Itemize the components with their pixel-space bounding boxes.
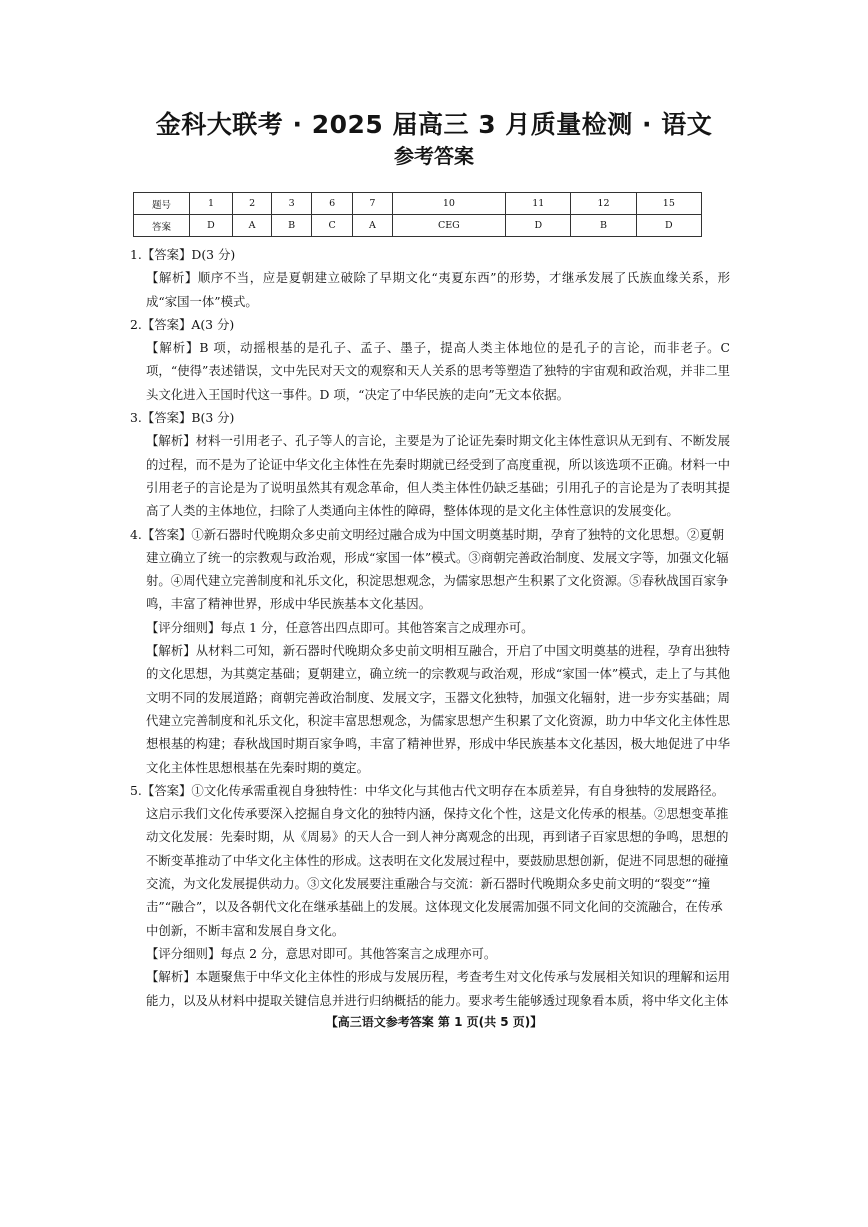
question-1-answer: 1.【答案】D(3 分) (130, 247, 236, 262)
question-2-analysis: 【解析】B 项，动摇根基的是孔子、孟子、墨子，提高人类主体地位的是孔子的言论，而非老子。C 项，“使得”表述错误，文中先民对天文的观察和天人关系的思考等塑造了独特的宇宙观和政治观，并非二里头文化进入王国时代这一事件。D 项，“决定了中华民族的走向”无文本依据。 (146, 340, 730, 402)
answer-cell: A (232, 215, 271, 237)
question-number-cell: 1 (190, 193, 233, 215)
question-number-cell: 6 (312, 193, 353, 215)
question-4-answer: 4.【答案】①新石器时代晚期众多史前文明经过融合成为中国文明奠基时期，孕育了独特的文化思想。②夏朝建立确立了统一的宗教观与政治观，形成“家国一体”模式。③商朝完善政治制度、发展文字等，加强文化辐射。④周代建立完善制度和礼乐文化，积淀思想观念，为儒家思想产生积累了文化资源。⑤春秋战国百家争鸣，丰富了精神世界，形成中华民族基本文化基因。 (130, 526, 729, 612)
answer-table-answer-row (134, 215, 702, 237)
answer-table (133, 192, 702, 237)
page-title: 金科大联考 · 2025 届高三 3 月质量检测 · 语文 (155, 110, 713, 139)
answer-cell: B (272, 215, 312, 237)
answer-cell: A (353, 215, 392, 237)
question-4-scoring: 【评分细则】每点 1 分，任意答出四点即可。其他答案言之成理亦可。 (146, 619, 534, 635)
question-number-cell: 15 (636, 193, 701, 215)
question-number-cell: 7 (353, 193, 392, 215)
question-2-answer: 2.【答案】A(3 分) (130, 316, 235, 332)
page-subtitle: 参考答案 (394, 144, 474, 168)
question-5-answer: 5.【答案】①文化传承需重视自身独特性：中华文化与其他古代文明存在本质差异，有自身独特的发展路径。这启示我们文化传承要深入挖掘自身文化的独特内涵，保持文化个性，这是文化传承的根基。②思想变革推动文化发展：先秦时期，从《周易》的天人合一到人神分离观念的出现，再到诸子百家思想的争鸣，思想的不断变革推动了中华文化主体性的形成。这表明在文化发展过程中，要鼓励思想创新，促进不同思想的碰撞交流，为文化发展提供动力。③文化发展要注重融合与交流：新石器时代晚期众多史前文明的“裂变”“撞击”“融合”，以及各朝代文化在继承基础上的发展。这体现文化发展需加强不同文化间的交流融合，在传承中创新，不断丰富和发展自身文化。 (130, 782, 729, 938)
question-1-analysis: 【解析】顺序不当，应是夏朝建立破除了早期文化“夷夏东西”的形势，才继承发展了氏族血缘关系，形成“家国一体”模式。 (146, 270, 730, 309)
question-number-cell: 2 (232, 193, 271, 215)
question-number-cell: 10 (392, 193, 506, 215)
answer-cell: D (506, 215, 571, 237)
answer-cell: D (190, 215, 233, 237)
page-footer: 【高三语文参考答案 第 1 页(共 5 页)】 (325, 1015, 543, 1029)
question-number-cell: 12 (571, 193, 636, 215)
question-3-analysis: 【解析】材料一引用老子、孔子等人的言论，主要是为了论证先秦时期文化主体性意识从无到有、不断发展的过程，而不是为了论证中华文化主体性在先秦时期就已经受到了高度重视，所以该选项不正确。材料一中引用老子的言论是为了说明虽然其有观念革命，但人类主体性仍缺乏基础；引用孔子的言论是为了表明其提高了人类的主体地位，扫除了人类通向主体性的障碍，整体体现的是文化主体性意识的发展变化。 (146, 433, 730, 519)
question-5-scoring: 【评分细则】每点 2 分，意思对即可。其他答案言之成理亦可。 (146, 945, 497, 961)
question-number-cell: 3 (272, 193, 312, 215)
question-5-analysis: 【解析】本题聚焦于中华文化主体性的形成与发展历程，考查考生对文化传承与发展相关知识的理解和运用能力，以及从材料中提取关键信息并进行归纳概括的能力。要求考生能够透过现象看本质，将中华文化主体 (146, 969, 730, 1008)
row-label-number: 题号 (134, 193, 190, 215)
answer-cell: B (571, 215, 636, 237)
row-label-answer: 答案 (134, 215, 190, 237)
answer-explanations (130, 243, 730, 1012)
question-4-analysis: 【解析】从材料二可知，新石器时代晚期众多史前文明相互融合，开启了中国文明奠基的进程，孕育出独特的文化思想，为其奠定基础；夏朝建立，确立统一的宗教观与政治观，形成“家国一体”模式，走上了与其他文明不同的发展道路；商朝完善政治制度、发展文字，玉器文化独特，加强文化辐射，进一步夯实基础；周代建立完善制度和礼乐文化，积淀丰富思想观念，为儒家思想产生积累了文化资源，助力中华文化主体性思想根基的构建；春秋战国时期百家争鸣，丰富了精神世界，形成中华民族基本文化基因，极大地促进了中华文化主体性思想根基在先秦时期的奠定。 (146, 643, 730, 775)
question-3-answer: 3.【答案】B(3 分) (130, 410, 235, 426)
answer-cell: D (636, 215, 701, 237)
answer-cell: CEG (392, 215, 506, 237)
question-number-cell: 11 (506, 193, 571, 215)
answer-cell: C (312, 215, 353, 237)
answer-table-number-row (134, 193, 702, 215)
